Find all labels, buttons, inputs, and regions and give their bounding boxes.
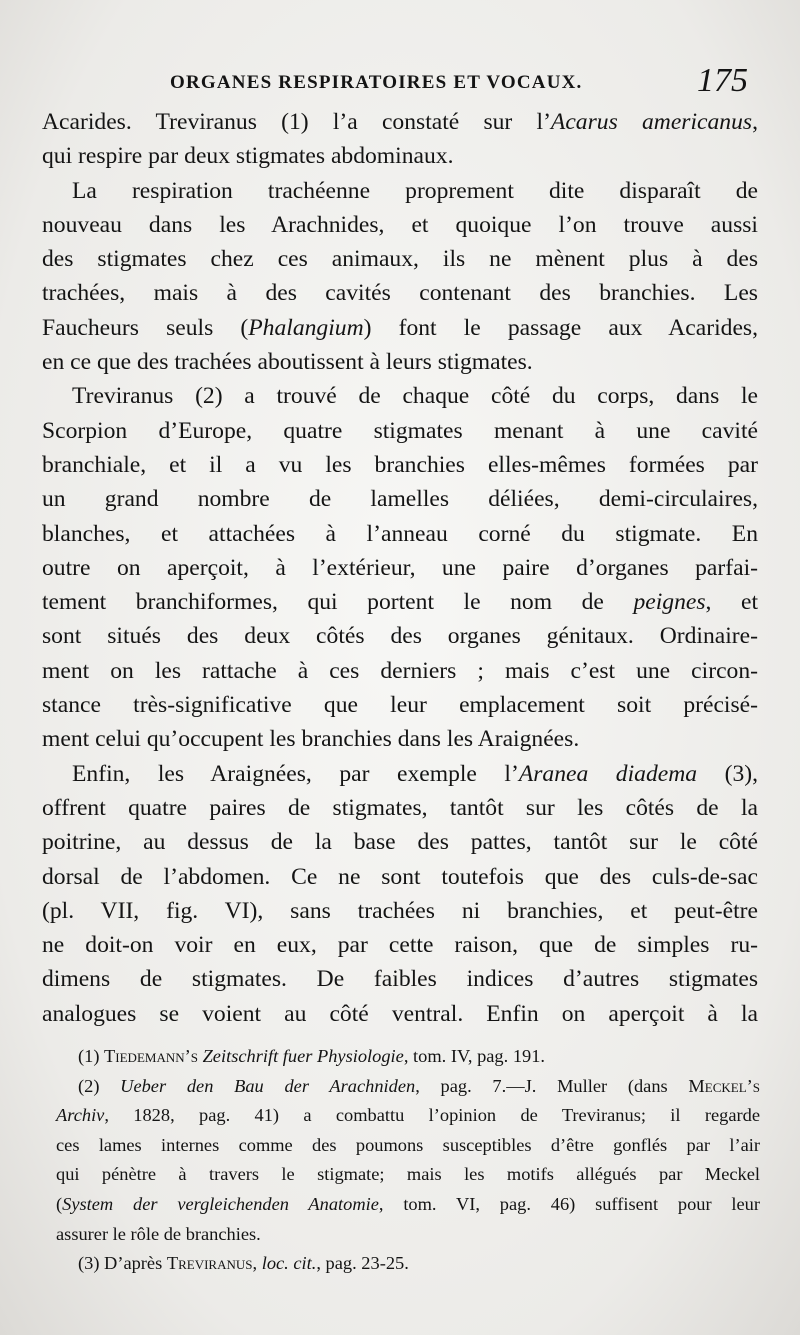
text-line: Scorpion d’Europe, quatre stigmates menant à une cavité xyxy=(42,417,758,444)
italic-term: Acarus americanus xyxy=(550,109,753,135)
text-line xyxy=(42,311,758,345)
text-line: sont situés des deux côtés des organes génitaux. Ordinaire- xyxy=(42,623,758,650)
text-line: ment on les rattache à ces derniers ; mais c’est une circon- xyxy=(42,657,758,684)
text-line: en ce que des trachées aboutissent à leurs stigmates. xyxy=(42,349,533,376)
text-span: , pag. 23-25. xyxy=(316,1253,409,1274)
text-line: offrent quatre paires de stigmates, tantôt sur les côtés de la xyxy=(42,794,758,821)
page-number: 175 xyxy=(697,62,748,99)
footnote-3 xyxy=(56,1249,760,1279)
text-span: ( xyxy=(56,1193,63,1214)
text-line xyxy=(42,757,758,791)
author-name: Tiedemann’s xyxy=(104,1046,198,1066)
footnote-line: ces lames internes comme des poumons susceptibles d’être gonflés par l’air xyxy=(56,1134,760,1155)
text-span: Enfin, les Araignées, par exemple l’ xyxy=(72,760,519,787)
text-line: branchiale, et il a vu les branchies elles-mêmes formées par xyxy=(42,451,758,478)
text-line: ment celui qu’occupent les branchies dans les Araignées. xyxy=(42,726,580,753)
text-line: qui respire par deux stigmates abdominaux. xyxy=(42,143,454,170)
text-line: Treviranus (2) a trouvé de chaque côté du corps, dans le xyxy=(72,383,758,410)
text-span: (3) D’après xyxy=(78,1253,167,1274)
italic-title: Archiv xyxy=(56,1105,105,1126)
page-header xyxy=(40,62,748,102)
text-line: poitrine, au dessus de la base des pattes, tantôt sur le côté xyxy=(42,829,758,856)
text-line: dimens de stigmates. De faibles indices d’autres stigmates xyxy=(42,966,758,993)
text-span: (1) xyxy=(78,1046,105,1066)
italic-title: Ueber den Bau der Arachniden xyxy=(120,1075,416,1096)
text-span: ) font le passage aux Acarides, xyxy=(363,314,758,341)
text-line: des stigmates chez ces animaux, ils ne mènent plus à des xyxy=(42,246,758,273)
footnote-2 xyxy=(56,1072,760,1102)
text-line: (pl. VII, fig. VI), sans trachées ni branchies, et peut-être xyxy=(42,897,758,924)
text-line: outre on aperçoit, à l’extérieur, une paire d’organes parfai- xyxy=(42,554,758,581)
italic-reference: loc. cit. xyxy=(261,1253,317,1274)
text-line xyxy=(42,585,758,619)
italic-term: Phalangium xyxy=(248,314,364,341)
italic-title: System der vergleichenden Anatomie xyxy=(62,1193,379,1214)
footnote-line: assurer le rôle de branchies. xyxy=(56,1223,261,1244)
text-span: , tom. IV, pag. 191. xyxy=(403,1046,546,1066)
text-span: , pag. 7.—J. Muller (dans xyxy=(415,1075,689,1096)
text-span: , 1828, pag. 41) a combattu l’opinion de Treviranus; il regarde xyxy=(104,1105,760,1126)
text-line: La respiration trachéenne proprement dite disparaît de xyxy=(72,177,758,204)
author-name: Treviranus xyxy=(166,1253,253,1274)
text-line: dorsal de l’abdomen. Ce ne sont toutefois que des culs-de-sac xyxy=(42,863,758,890)
text-line: nouveau dans les Arachnides, et quoique l’on trouve aussi xyxy=(42,211,758,238)
text-line: un grand nombre de lamelles déliées, demi-circulaires, xyxy=(42,486,758,513)
text-span: (2) xyxy=(78,1075,121,1096)
text-span: tement branchiformes, qui portent le nom de xyxy=(42,589,634,616)
text-line: ne doit-on voir en eux, par cette raison, que de simples ru- xyxy=(42,932,758,959)
text-span: , et xyxy=(705,589,759,616)
text-span: Faucheurs seuls ( xyxy=(42,314,249,341)
text-line xyxy=(42,105,758,139)
italic-term: peignes xyxy=(633,589,706,616)
italic-term: Aranea diadema xyxy=(518,760,698,787)
text-line: stance très-significative que leur emplacement soit précisé- xyxy=(42,692,758,719)
text-line: blanches, et attachées à l’anneau corné du stigmate. En xyxy=(42,520,758,547)
footnote-line: qui pénètre à travers le stigmate; mais les motifs allégués par Meckel xyxy=(56,1164,760,1185)
running-title: ORGANES RESPIRATOIRES ET VOCAUX. xyxy=(170,72,583,93)
footnote-line xyxy=(56,1190,760,1220)
text-span: , xyxy=(752,109,758,135)
footnote-line xyxy=(56,1101,760,1131)
text-line: trachées, mais à des cavités contenant des branchies. Les xyxy=(42,280,758,307)
text-span: (3), xyxy=(697,760,758,787)
text-span: Acarides. Treviranus (1) l’a constaté sur l’ xyxy=(42,109,551,135)
author-name: Meckel’s xyxy=(688,1075,760,1096)
italic-title: Zeitschrift fuer Physiologie xyxy=(202,1046,404,1066)
text-span: , xyxy=(252,1253,262,1274)
text-line: analogues se voient au côté ventral. Enfin on aperçoit à la xyxy=(42,1000,758,1027)
text-span: , tom. VI, pag. 46) suffisent pour leur xyxy=(378,1193,760,1214)
footnotes xyxy=(56,1042,760,1279)
footnote-1 xyxy=(56,1042,760,1072)
body-text xyxy=(42,105,758,1031)
